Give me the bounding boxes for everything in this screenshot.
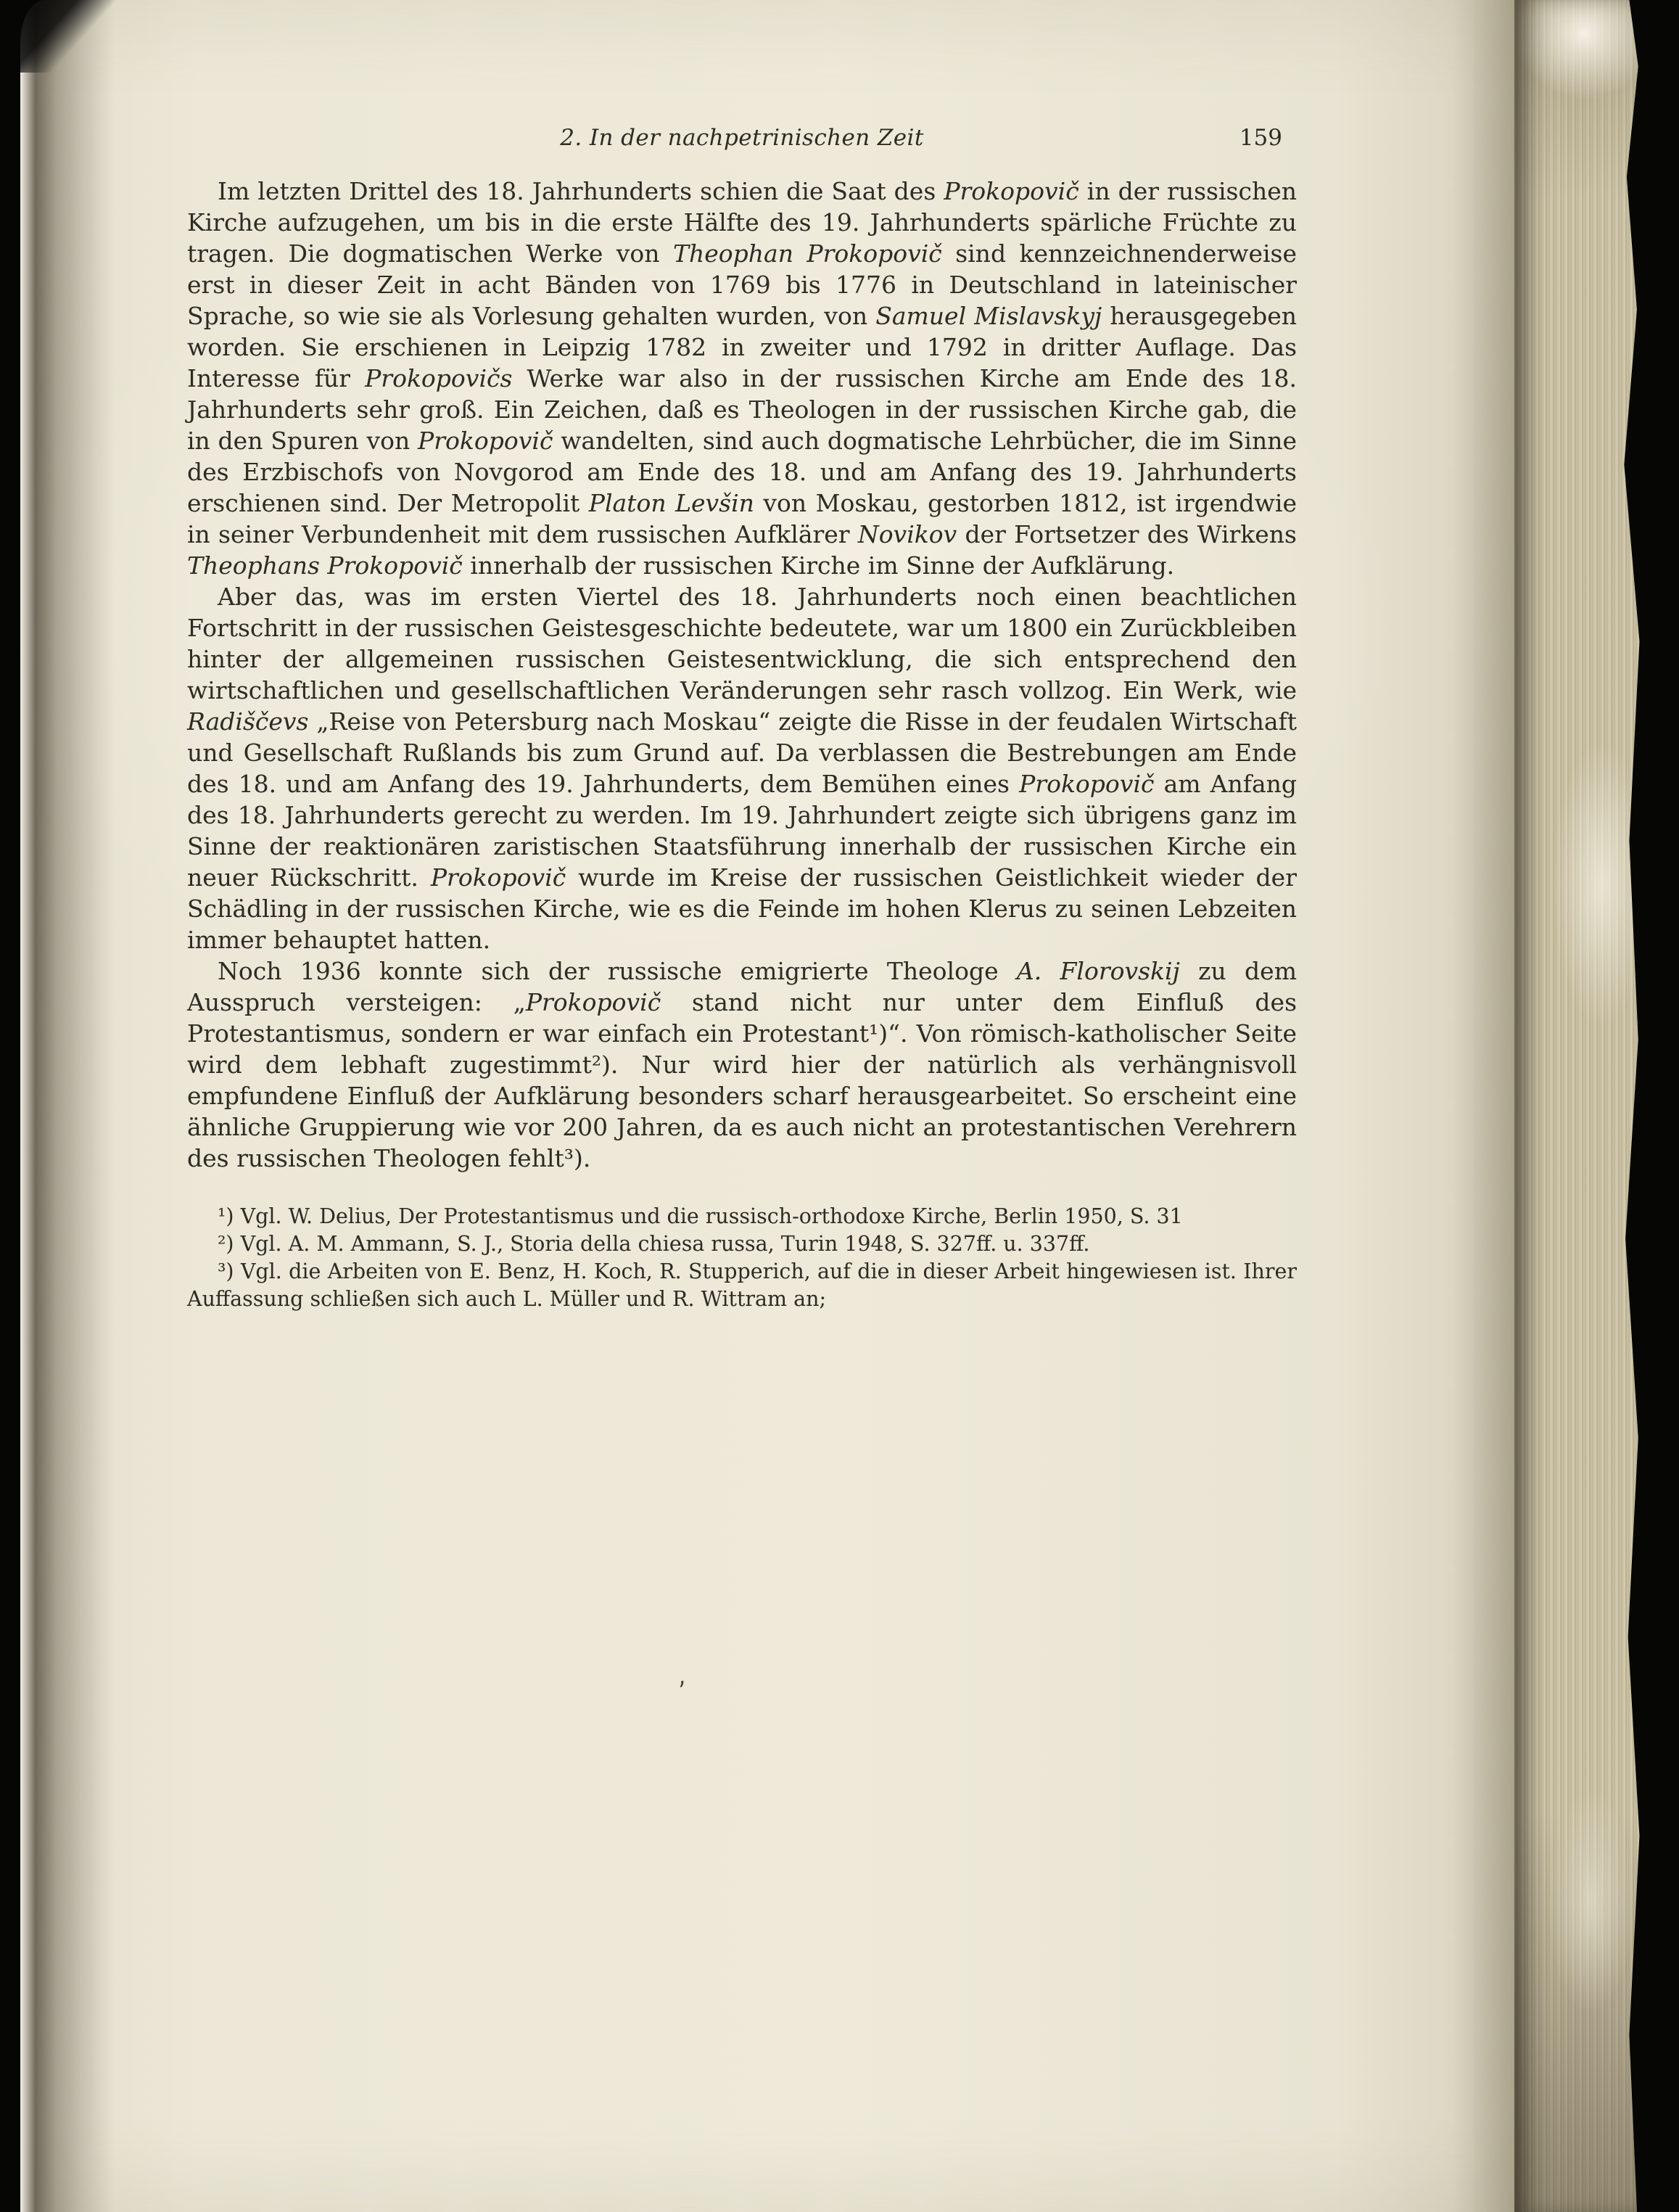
page-header <box>187 125 1297 158</box>
paragraph: Noch 1936 konnte sich der russische emigrierte Theologe A. Florovskij zu dem Ausspruch versteigen: „Prokopovič stand nicht nur unter dem Einfluß des Protestantismus, sondern er war einfach ein Protestant¹)“. Von römisch-katholischer Seite wird dem lebhaft zugestimmt²). Nur wird hier der natürlich als verhängnisvoll empfundene Einfluß der Aufklärung besonders scharf herausgearbeitet. So erscheint eine ähnliche Gruppierung wie vor 200 Jahren, da es auch nicht an protestantischen Verehrern des russischen Theologen fehlt³). <box>187 957 1298 1172</box>
paragraph: Aber das, was im ersten Viertel des 18. Jahrhunderts noch einen beachtlichen Fortschritt in der russischen Geistesgeschichte bedeutete, war um 1800 ein Zurückbleiben hinter der allgemeinen russischen Geistesentwicklung, die sich entsprechend den wirtschaftlichen und gesellschaftlichen Veränderungen sehr rasch vollzog. Ein Werk, wie Radiščevs „Reise von Petersburg nach Moskau“ zeigte die Risse in der feudalen Wirtschaft und Gesellschaft Rußlands bis zum Grund auf. Da verblassen die Bestrebungen am Ende des 18. und am Anfang des 19. Jahrhunderts, dem Bemühen eines Prokopovič am Anfang des 18. Jahrhunderts gerecht zu werden. Im 19. Jahrhundert zeigte sich übrigens ganz im Sinne der reaktionären zaristischen Staatsführung innerhalb der russischen Kirche ein neuer Rückschritt. Prokopovič wurde im Kreise der russischen Geistlichkeit wieder der Schädling in der russischen Kirche, wie es die Feinde im hohen Klerus zu seinen Lebzeiten immer behauptet hatten. <box>187 583 1297 954</box>
paragraph: Im letzten Drittel des 18. Jahrhunderts schien die Saat des Prokopovič in der russischen Kirche aufzugehen, um bis in die erste Hälfte des 19. Jahrhunderts spärliche Früchte zu tragen. Die dogmatischen Werke von Theophan Prokopovič sind kennzeichnenderweise erst in dieser Zeit in acht Bänden von 1769 bis 1776 in Deutschland in lateinischer Sprache, so wie sie als Vorlesung gehalten wurden, von Samuel Mislavskyj herausgegeben worden. Sie erschienen in Leipzig 1782 in zweiter und 1792 in dritter Auflage. Das Interesse für Prokopovičs Werke war also in der russischen Kirche am Ende des 18. Jahrhunderts sehr groß. Ein Zeichen, daß es Theologen in der russischen Kirche gab, die in den Spuren von Prokopovič wandelten, sind auch dogmatische Lehrbücher, die im Sinne des Erzbischofs von Novgorod am Ende des 18. und am Anfang des 19. Jahrhunderts erschienen sind. Der Metropolit Platon Levšin von Moskau, gestorben 1812, ist irgendwie in seiner Verbundenheit mit dem russischen Aufklärer Novikov der Fortsetzer des Wirkens Theophans Prokopovič innerhalb der russischen Kirche im Sinne der Aufklärung. <box>187 177 1298 580</box>
page-number: 159 <box>1239 125 1282 151</box>
footnote: ²) Vgl. A. M. Ammann, S. J., Storia della chiesa russa, Turin 1948, S. 327ff. u. 337ff. <box>218 1232 1090 1256</box>
running-title: 2. In der nachpetrinischen Zeit <box>560 125 924 151</box>
scan-artifact-mark: ‚ <box>673 1661 688 1691</box>
body-text <box>187 176 1297 1174</box>
footnotes-block <box>187 1203 1297 1313</box>
book-page <box>20 0 1516 2212</box>
footnote: ¹) Vgl. W. Delius, Der Protestantismus und die russisch-orthodoxe Kirche, Berlin 1950, S. 31 <box>218 1204 1183 1228</box>
footnote: ³) Vgl. die Arbeiten von E. Benz, H. Koch, R. Stupperich, auf die in dieser Arbeit hingewiesen ist. Ihrer Auffassung schließen sich auch L. Müller und R. Wittram an; <box>187 1259 1297 1311</box>
book-fore-edge <box>1514 0 1642 2212</box>
page-content <box>187 125 1297 1313</box>
